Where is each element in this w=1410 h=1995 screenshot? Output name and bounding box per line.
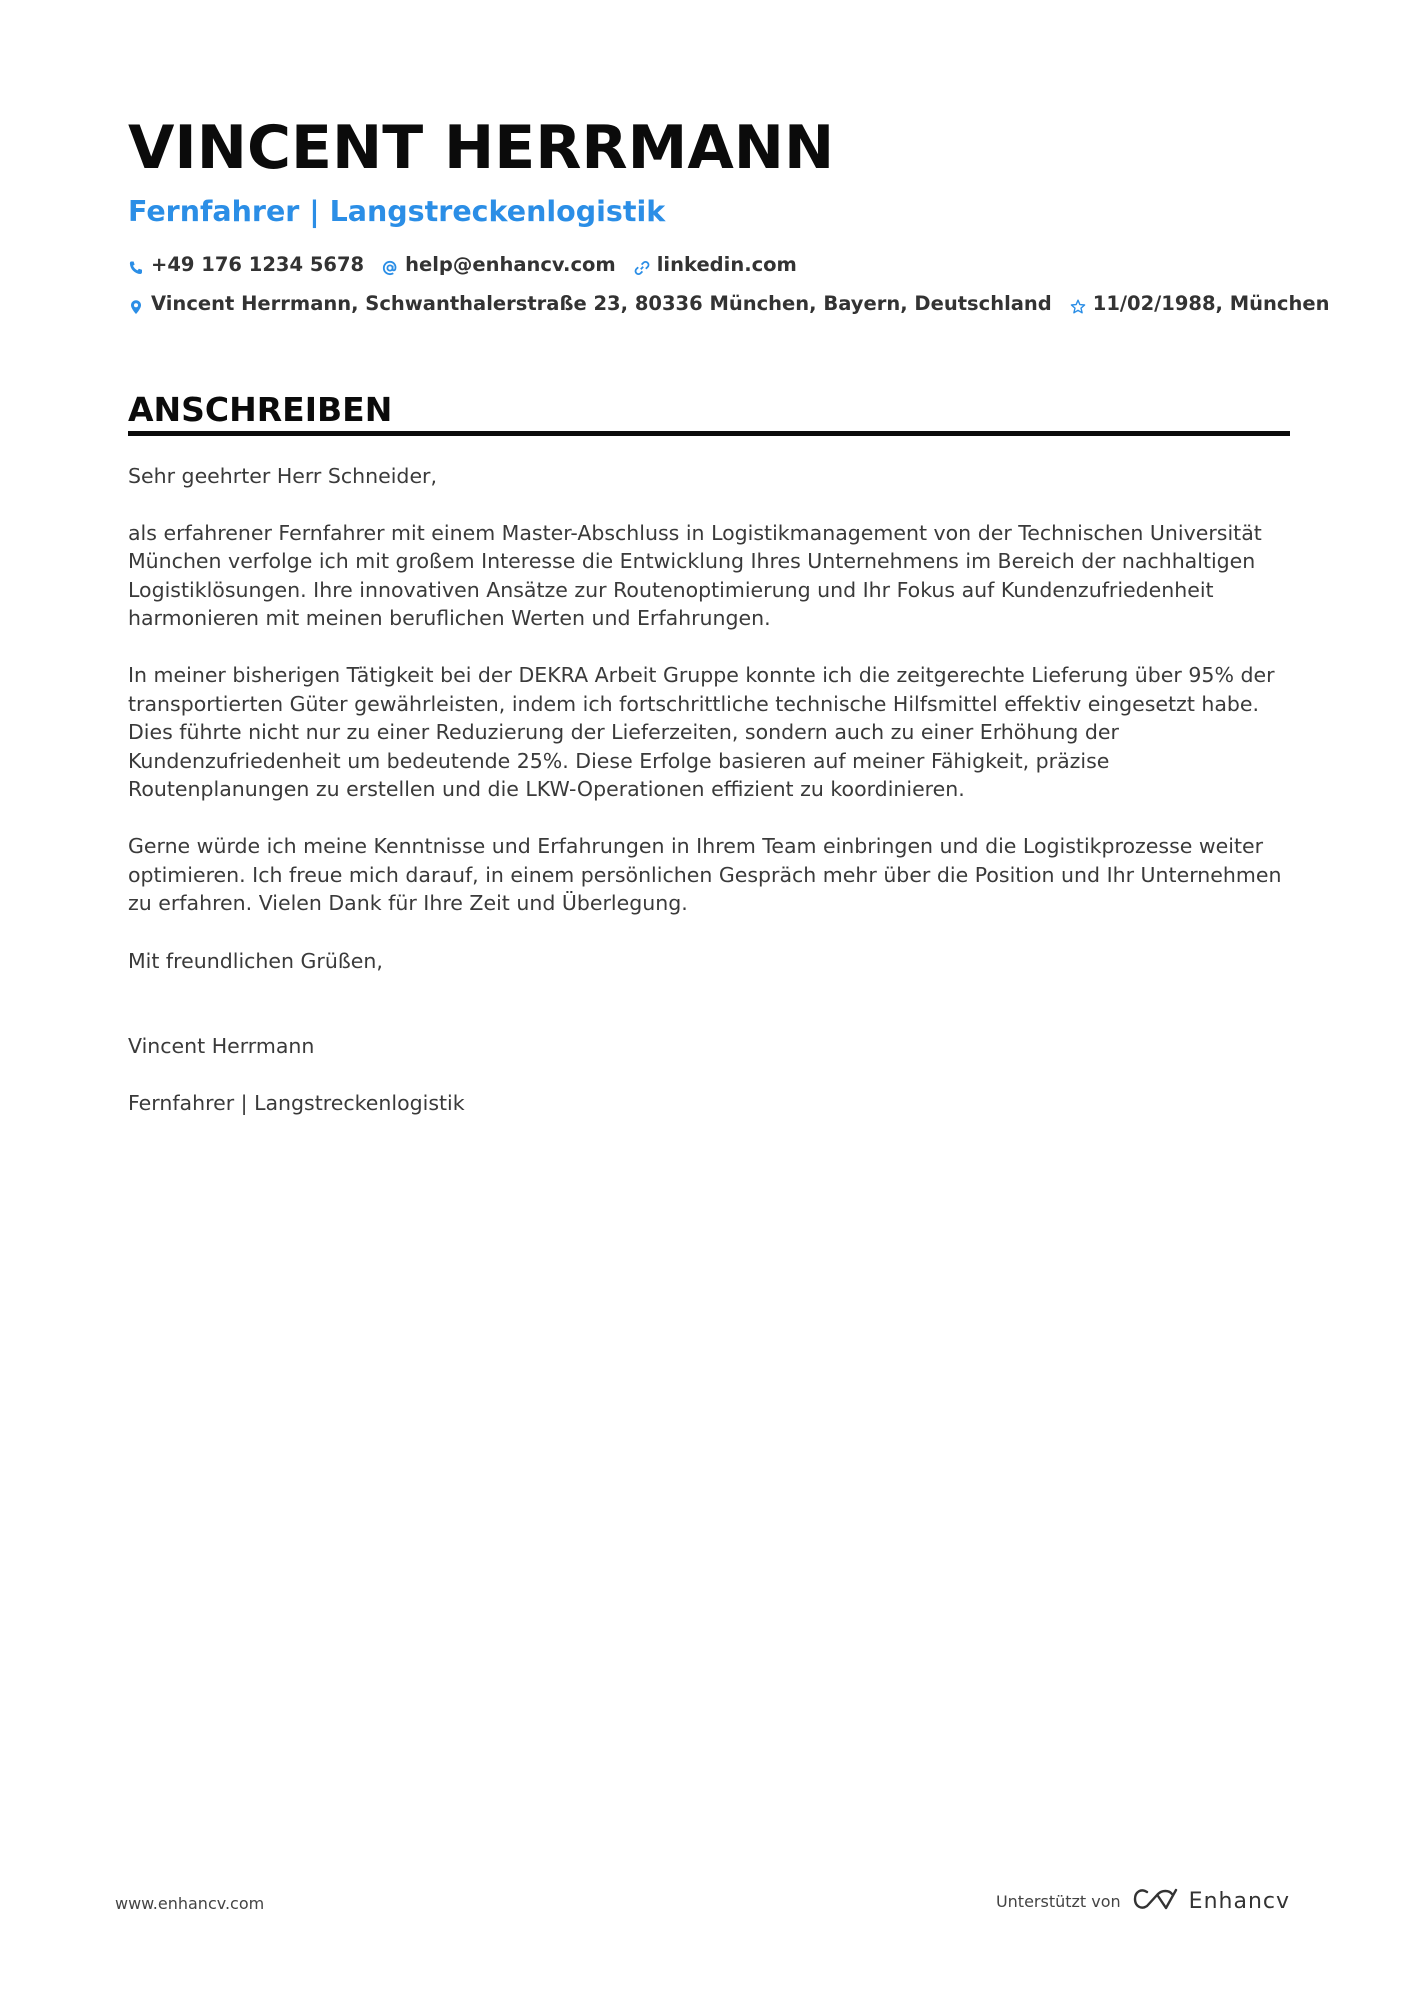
signature-title: Fernfahrer | Langstreckenlogistik [128,1090,465,1115]
contact-linkedin[interactable] [634,252,797,278]
star-icon [1070,296,1086,312]
phone-icon [128,257,144,273]
address-text: Vincent Herrmann, Schwanthalerstraße 23, 80336 München, Bayern, Deutschland [151,292,1052,315]
applicant-name: VINCENT HERRMANN [128,113,835,183]
letter-body [128,462,1290,1118]
phone-text: +49 176 1234 5678 [151,253,365,276]
letter-paragraph: als erfahrener Fernfahrer mit einem Master-Abschluss in Logistikmanagement von der Technischen Universität München verfolge ich mit großem Interesse die Entwicklung Ihres Unternehmens im Bereich der nachhaltigen Logistiklösungen. Ihre innovativen Ansätze zur Routenoptimierung und Ihr Fokus auf Kundenzufriedenheit harmonieren mit meinen beruflichen Werten und Erfahrungen. [128,520,1262,631]
contact-row-2 [128,291,1330,317]
section-divider [128,431,1290,436]
birth-text: 11/02/1988, München [1092,292,1330,315]
brand-name: Enhancv [1188,1888,1290,1914]
contact-row-1 [128,252,1290,278]
letter-paragraph: In meiner bisherigen Tätigkeit bei der DEKRA Arbeit Gruppe konnte ich die zeitgerechte Lieferung über 95% der transportierten Güter gewährleisten, indem ich fortschrittliche technische Hilfsmittel effektiv eingesetzt habe. Dies führte nicht nur zu einer Reduzierung der Lieferzeiten, sondern auch zu einer Erhöhung der Kundenzufriedenheit um bedeutende 25%. Diese Erfolge basieren auf meiner Fähigkeit, präzise Routenplanungen zu erstellen und die LKW-Operationen effizient zu koordinieren. [128,662,1275,802]
contact-birth [1070,291,1330,317]
powered-by-text: Unterstützt von [995,1891,1121,1911]
footer-branding[interactable] [996,1886,1290,1916]
email-text[interactable]: help@enhancv.com [405,253,616,276]
at-icon [382,257,398,273]
cover-letter [128,112,1330,1118]
link-icon [634,257,650,273]
footer-website[interactable]: www.enhancv.com [115,1894,265,1913]
letter-greeting: Sehr geehrter Herr Schneider, [128,464,438,488]
letter-closing: Mit freundlichen Grüßen, [128,948,383,973]
enhancv-logo-icon [1133,1886,1179,1916]
linkedin-text[interactable]: linkedin.com [656,253,797,276]
applicant-title: Fernfahrer | Langstreckenlogistik [128,195,666,228]
section-title: ANSCHREIBEN [128,390,393,429]
location-pin-icon [128,296,144,312]
contact-address [128,291,1052,317]
letter-paragraph: Gerne würde ich meine Kenntnisse und Erfahrungen in Ihrem Team einbringen und die Logistikprozesse weiter optimieren. Ich freue mich darauf, in einem persönlichen Gespräch mehr über die Position und Ihr Unternehmen zu erfahren. Vielen Dank für Ihre Zeit und Überlegung. [128,833,1282,916]
contact-phone [128,252,364,278]
signature-name: Vincent Herrmann [128,1034,315,1059]
contact-email[interactable] [382,252,616,278]
